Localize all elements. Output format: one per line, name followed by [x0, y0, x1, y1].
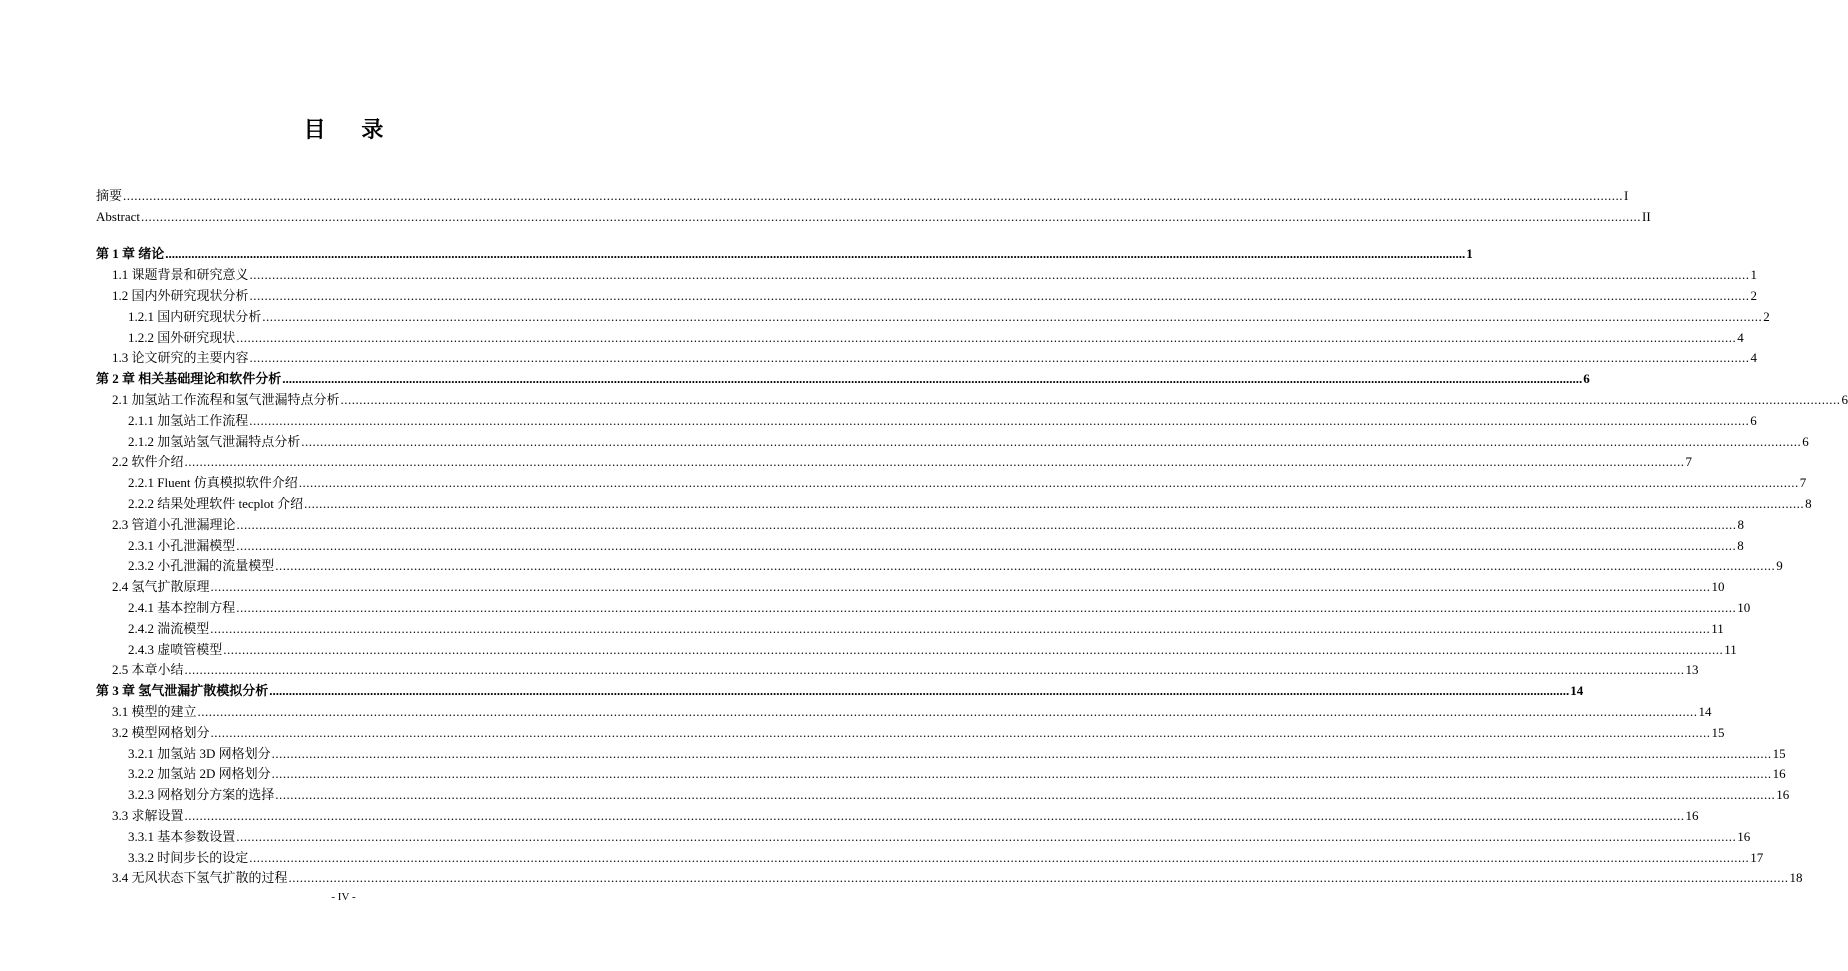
toc-entry[interactable] — [96, 407, 1757, 428]
toc-page-number: 11 — [1711, 620, 1724, 636]
toc-entry[interactable] — [96, 203, 1651, 224]
toc-leader-dots: ................................................................................................................................................................................................................................................................................................................................................................................................................ — [249, 287, 1750, 303]
toc-leader-dots: ................................................................................................................................................................................................................................................................................................................................................................................................................ — [249, 849, 1750, 865]
toc-entry-label: Abstract — [96, 208, 141, 224]
toc-leader-dots: ................................................................................................................................................................................................................................................................................................................................................................................................................ — [236, 599, 1737, 615]
toc-page-number: 6 — [1750, 412, 1757, 428]
toc-page-number: 10 — [1711, 579, 1725, 595]
toc-entry[interactable] — [96, 511, 1745, 532]
toc-entry-label: 2.4.3 虚喷管模型 — [128, 641, 223, 657]
toc-entry-label: 2.4.1 基本控制方程 — [128, 599, 236, 615]
toc-entry[interactable] — [96, 781, 1790, 803]
toc-entry-label: 3.1 模型的建立 — [112, 703, 197, 719]
toc-page-number: 9 — [1776, 558, 1783, 574]
toc-leader-dots: ................................................................................................................................................................................................................................................................................................................................................................................................................ — [249, 350, 1750, 366]
toc-entry[interactable] — [96, 865, 1803, 886]
toc-page-number: 2 — [1750, 287, 1758, 303]
toc-leader-dots: ................................................................................................................................................................................................................................................................................................................................................................................................................ — [282, 371, 1583, 387]
toc-entry[interactable] — [96, 324, 1744, 345]
toc-chapter-entry[interactable] — [96, 677, 1584, 699]
toc-leader-dots: ................................................................................................................................................................................................................................................................................................................................................................................................................ — [197, 703, 1698, 719]
toc-leader-dots: ................................................................................................................................................................................................................................................................................................................................................................................................................ — [288, 870, 1789, 886]
toc-leader-dots: ................................................................................................................................................................................................................................................................................................................................................................................................................ — [249, 412, 1750, 428]
toc-page-number: 8 — [1737, 516, 1745, 532]
toc-leader-dots: ................................................................................................................................................................................................................................................................................................................................................................................................................ — [340, 391, 1841, 407]
page-number-footer: - IV - — [331, 891, 356, 903]
toc-entry-label: 2.2.2 结果处理软件 tecplot 介绍 — [128, 495, 304, 511]
toc-page-number: 10 — [1737, 599, 1751, 615]
toc-entry[interactable] — [96, 345, 1758, 366]
toc-entry[interactable] — [96, 698, 1712, 719]
toc-entry-label: 1.2.2 国外研究现状 — [128, 329, 236, 345]
toc-leader-dots: ................................................................................................................................................................................................................................................................................................................................................................................................................ — [269, 683, 1570, 699]
toc-entry-label: 1.2 国内外研究现状分析 — [112, 287, 249, 303]
toc-page-number: 13 — [1685, 662, 1699, 678]
toc-entry[interactable] — [96, 469, 1807, 491]
toc-entry-label: 2.3.2 小孔泄漏的流量模型 — [128, 558, 275, 574]
toc-leader-dots: ................................................................................................................................................................................................................................................................................................................................................................................................................ — [275, 558, 1776, 574]
toc-entry-label: 第 3 章 氢气泄漏扩散模拟分析 — [96, 683, 269, 699]
toc-entry[interactable] — [96, 182, 1629, 203]
toc-page-number: 16 — [1772, 766, 1786, 782]
toc-entry[interactable] — [96, 719, 1725, 740]
toc-page-number: 4 — [1750, 350, 1758, 366]
toc-leader-dots: ................................................................................................................................................................................................................................................................................................................................................................................................................ — [249, 267, 1750, 283]
toc-chapter-entry[interactable] — [96, 365, 1590, 387]
toc-gap — [96, 224, 611, 241]
toc-entry-label: 第 2 章 相关基础理论和软件分析 — [96, 371, 282, 387]
toc-entry-label: 2.2 软件介绍 — [112, 454, 184, 470]
toc-leader-dots: ................................................................................................................................................................................................................................................................................................................................................................................................................ — [236, 516, 1737, 532]
toc-page-number: 14 — [1698, 703, 1712, 719]
toc-entry[interactable] — [96, 844, 1764, 865]
toc-entry-label: 1.1 课题背景和研究意义 — [112, 267, 249, 283]
toc-entry[interactable] — [96, 573, 1725, 595]
toc-page-number: 8 — [1737, 537, 1744, 553]
toc-entry-label: 3.4 无风状态下氢气扩散的过程 — [112, 870, 288, 886]
toc-entry[interactable] — [96, 594, 1751, 615]
page-title: 目 录 — [303, 118, 398, 143]
toc-page-number: 1 — [1466, 246, 1473, 262]
toc-entry-label: 2.2.1 Fluent 仿真模拟软件介绍 — [128, 475, 298, 491]
toc-leader-dots: ................................................................................................................................................................................................................................................................................................................................................................................................................ — [236, 828, 1737, 844]
toc-leader-dots: ................................................................................................................................................................................................................................................................................................................................................................................................................ — [123, 187, 1624, 203]
toc-entry[interactable] — [96, 282, 1758, 303]
toc-leader-dots: ................................................................................................................................................................................................................................................................................................................................................................................................................ — [271, 745, 1772, 761]
toc-leader-dots: ................................................................................................................................................................................................................................................................................................................................................................................................................ — [301, 433, 1802, 449]
toc-page-number: 11 — [1724, 641, 1737, 657]
toc-entry-label: 2.3.1 小孔泄漏模型 — [128, 537, 236, 553]
toc-entry-label: 3.3.1 基本参数设置 — [128, 828, 236, 844]
toc-entry[interactable] — [96, 532, 1744, 553]
toc-entry[interactable] — [96, 386, 1848, 407]
toc-page-number: II — [1642, 208, 1651, 224]
toc-leader-dots: ................................................................................................................................................................................................................................................................................................................................................................................................................ — [210, 724, 1711, 740]
toc-page-number: 16 — [1776, 787, 1790, 803]
toc-entry[interactable] — [96, 449, 1693, 470]
toc-leader-dots: ................................................................................................................................................................................................................................................................................................................................................................................................................ — [184, 662, 1685, 678]
toc-entry[interactable] — [96, 553, 1783, 574]
toc-chapter-entry[interactable] — [96, 241, 1473, 262]
toc-entry-label: 3.2.2 加氢站 2D 网格划分 — [128, 766, 271, 782]
toc-leader-dots: ................................................................................................................................................................................................................................................................................................................................................................................................................ — [223, 641, 1724, 657]
toc-entry[interactable] — [96, 823, 1751, 844]
toc-entry-label: 3.2.1 加氢站 3D 网格划分 — [128, 745, 271, 761]
toc-page-number: 7 — [1685, 454, 1693, 470]
table-of-contents — [96, 182, 1848, 886]
toc-leader-dots: ................................................................................................................................................................................................................................................................................................................................................................................................................ — [210, 620, 1711, 636]
toc-entry-label: 2.4.2 湍流模型 — [128, 620, 210, 636]
toc-page-number: I — [1624, 187, 1629, 203]
toc-entry-label: 3.2 模型网格划分 — [112, 724, 210, 740]
toc-entry-label: 2.1.1 加氢站工作流程 — [128, 412, 249, 428]
toc-leader-dots: ................................................................................................................................................................................................................................................................................................................................................................................................................ — [236, 329, 1737, 345]
toc-entry-label: 3.2.3 网格划分方案的选择 — [128, 787, 275, 803]
toc-entry-label: 2.5 本章小结 — [112, 662, 184, 678]
toc-page-number: 4 — [1737, 329, 1744, 345]
toc-entry[interactable] — [96, 657, 1699, 678]
toc-page-number: 14 — [1570, 683, 1584, 699]
toc-entry[interactable] — [96, 490, 1812, 511]
toc-page-number: 7 — [1799, 475, 1807, 491]
toc-leader-dots: ................................................................................................................................................................................................................................................................................................................................................................................................................ — [184, 454, 1685, 470]
toc-entry-label: 3.3.2 时间步长的设定 — [128, 849, 249, 865]
toc-entry-label: 1.2.1 国内研究现状分析 — [128, 308, 262, 324]
toc-leader-dots: ................................................................................................................................................................................................................................................................................................................................................................................................................ — [271, 766, 1772, 782]
toc-leader-dots: ................................................................................................................................................................................................................................................................................................................................................................................................................ — [184, 807, 1685, 823]
toc-entry-label: 2.1 加氢站工作流程和氢气泄漏特点分析 — [112, 391, 340, 407]
toc-leader-dots: ................................................................................................................................................................................................................................................................................................................................................................................................................ — [262, 308, 1763, 324]
toc-entry-label: 1.3 论文研究的主要内容 — [112, 350, 249, 366]
toc-page-number: 17 — [1750, 849, 1764, 865]
toc-entry-label: 摘要 — [96, 187, 123, 203]
toc-entry[interactable] — [96, 428, 1809, 449]
toc-page-number: 15 — [1772, 745, 1786, 761]
toc-entry[interactable] — [96, 615, 1724, 636]
toc-page-number: 1 — [1750, 267, 1758, 283]
toc-entry[interactable] — [96, 761, 1786, 782]
toc-entry-label: 2.3 管道小孔泄漏理论 — [112, 516, 236, 532]
toc-page-number: 16 — [1685, 807, 1699, 823]
toc-leader-dots: ................................................................................................................................................................................................................................................................................................................................................................................................................ — [141, 208, 1642, 224]
toc-entry-label: 第 1 章 绪论 — [96, 246, 165, 262]
toc-leader-dots: ................................................................................................................................................................................................................................................................................................................................................................................................................ — [165, 246, 1466, 262]
toc-page-number: 6 — [1583, 371, 1590, 387]
toc-leader-dots: ................................................................................................................................................................................................................................................................................................................................................................................................................ — [236, 537, 1737, 553]
toc-entry-label: 2.4 氢气扩散原理 — [112, 579, 210, 595]
toc-page-number: 8 — [1805, 495, 1812, 511]
toc-page-number: 6 — [1802, 433, 1809, 449]
toc-page-number: 6 — [1841, 391, 1848, 407]
toc-leader-dots: ................................................................................................................................................................................................................................................................................................................................................................................................................ — [210, 579, 1711, 595]
toc-page-number: 2 — [1763, 308, 1770, 324]
toc-entry-label: 2.1.2 加氢站氢气泄漏特点分析 — [128, 433, 301, 449]
toc-leader-dots: ................................................................................................................................................................................................................................................................................................................................................................................................................ — [275, 787, 1776, 803]
toc-entry[interactable] — [96, 802, 1699, 823]
toc-entry[interactable] — [96, 303, 1770, 324]
toc-page-number: 18 — [1789, 870, 1803, 886]
toc-page-number: 16 — [1737, 828, 1751, 844]
toc-entry-label: 3.3 求解设置 — [112, 807, 184, 823]
toc-leader-dots: ................................................................................................................................................................................................................................................................................................................................................................................................................ — [304, 495, 1805, 511]
toc-entry[interactable] — [96, 740, 1786, 761]
toc-entry[interactable] — [96, 636, 1737, 657]
toc-page-number: 15 — [1711, 724, 1725, 740]
toc-entry[interactable] — [96, 261, 1758, 283]
toc-leader-dots: ................................................................................................................................................................................................................................................................................................................................................................................................................ — [298, 475, 1799, 491]
